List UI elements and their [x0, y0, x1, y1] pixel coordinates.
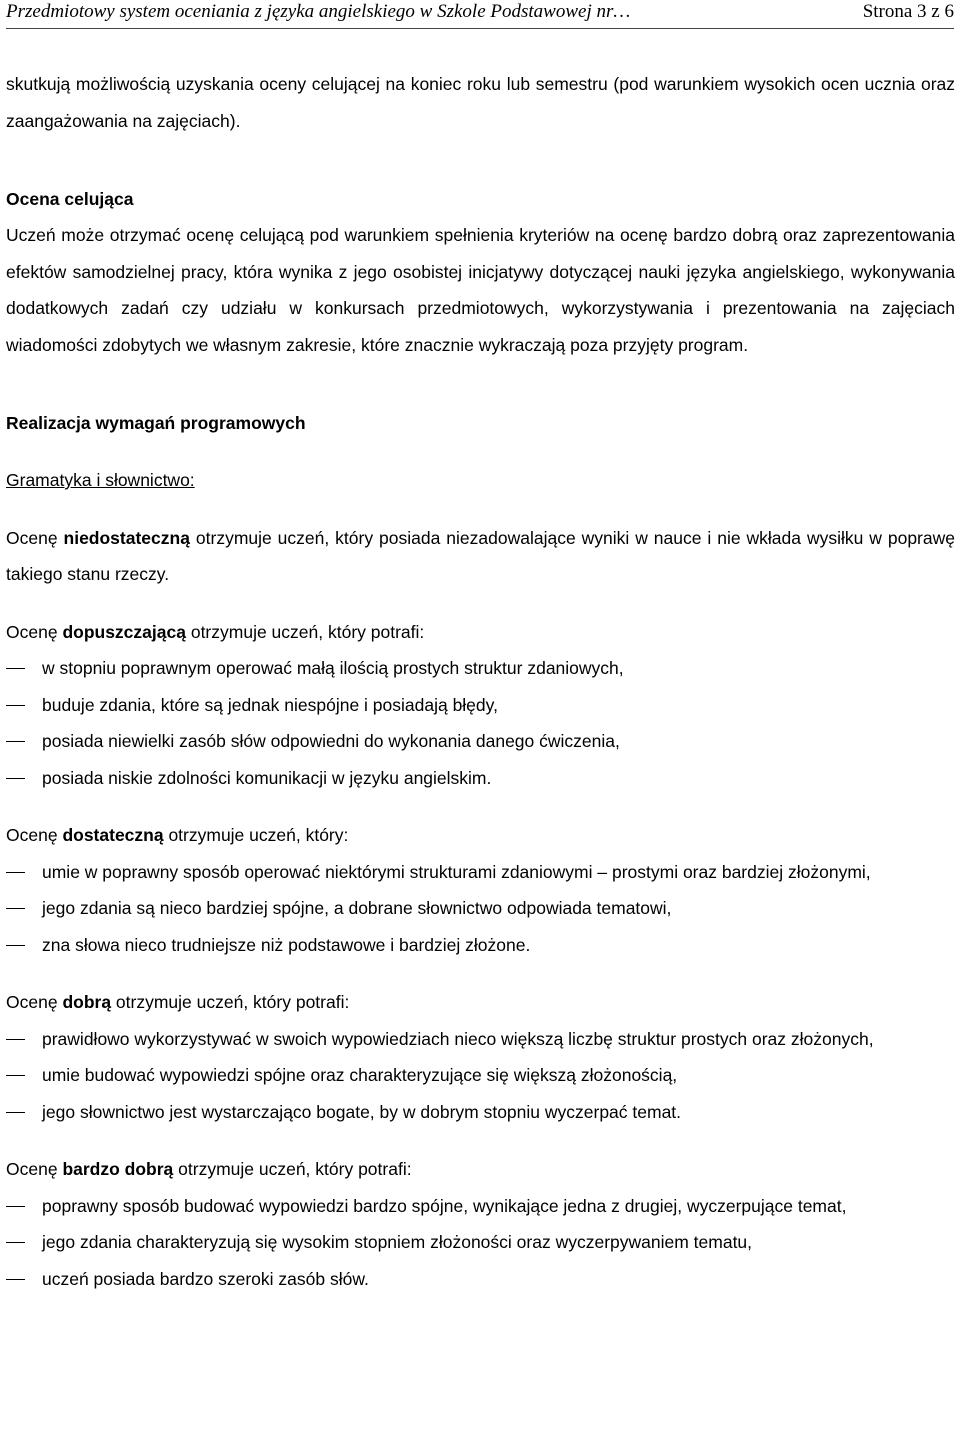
dash-bullet-icon	[6, 1279, 25, 1280]
document-body	[6, 66, 955, 1297]
list-item	[6, 854, 955, 891]
grade-intro: Ocenę	[6, 621, 63, 642]
list-item-text: prawidłowo wykorzystywać w swoich wypowiedziach nieco większą liczbę struktur prostych oraz złożonych,	[42, 1028, 874, 1049]
list-item	[6, 1057, 955, 1094]
grade-dopuszczajaca-paragraph	[6, 614, 955, 651]
dash-bullet-icon	[6, 668, 25, 669]
list-item-text: uczeń posiada bardzo szeroki zasób słów.	[42, 1268, 369, 1289]
list-item	[6, 650, 955, 687]
list-item-text: poprawny sposób budować wypowiedzi bardzo spójne, wynikające jedna z drugiej, wyczerpujące temat,	[42, 1195, 847, 1216]
list-item	[6, 1224, 955, 1261]
document-title: Przedmiotowy system oceniania z języka angielskiego w Szkole Podstawowej nr…	[6, 1, 631, 22]
dash-bullet-icon	[6, 1075, 25, 1076]
grade-name: bardzo dobrą	[62, 1159, 174, 1179]
list-item-text: buduje zdania, które są jednak niespójne i posiadają błędy,	[42, 694, 498, 715]
section-heading-realizacja: Realizacja wymagań programowych	[6, 413, 306, 433]
grade-intro: Ocenę	[6, 992, 63, 1012]
list-item	[6, 760, 955, 797]
list-item	[6, 1094, 955, 1131]
list-item-text: jego zdania są nieco bardziej spójne, a dobrane słownictwo odpowiada tematowi,	[42, 898, 672, 918]
page-number: Strona 3 z 6	[862, 1, 954, 22]
list-item-text: posiada niewielki zasób słów odpowiedni do wykonania danego ćwiczenia,	[42, 731, 620, 751]
list-item	[6, 1021, 955, 1058]
grade-intro: Ocenę	[6, 825, 63, 845]
grade-description: otrzymuje uczeń, który:	[163, 825, 349, 845]
celujaca-paragraph: Uczeń może otrzymać ocenę celującą pod warunkiem spełnienia kryteriów na ocenę bardzo dobrą oraz zaprezentowania efektów samodzielnej pracy, która wynika z jego osobistej inicjatywy dotyczącej nauki języka angielskiego, wykonywania dodatkowych zadań czy udziału w konkursach przedmiotowych, wykorzystywania i prezentowania na zajęciach wiadomości zdobytych we własnym zakresie, które znacznie wykraczają poza przyjęty program.	[6, 225, 955, 355]
dash-bullet-icon	[6, 1112, 25, 1113]
dash-bullet-icon	[6, 872, 25, 873]
list-item	[6, 1261, 955, 1298]
list-item-text: zna słowa nieco trudniejsze niż podstawowe i bardziej złożone.	[42, 934, 531, 955]
grade-description: otrzymuje uczeń, który posiada niezadowalające wyniki w nauce i nie wkłada wysiłku w poprawę takiego stanu rzeczy.	[6, 527, 955, 584]
grade-intro: Ocenę	[6, 527, 64, 548]
grade-name: dobrą	[62, 992, 112, 1012]
list-item-text: jego słownictwo jest wystarczająco bogate, by w dobrym stopniu wyczerpać temat.	[42, 1101, 682, 1122]
bardzo-dobra-list	[6, 1188, 955, 1298]
grade-dobra-paragraph	[6, 984, 955, 1021]
grade-dostateczna-paragraph	[6, 817, 955, 854]
dobra-list	[6, 1021, 955, 1131]
list-item-text: w stopniu poprawnym operować małą ilością prostych struktur zdaniowych,	[42, 658, 624, 678]
dostateczna-list	[6, 854, 955, 964]
intro-paragraph: skutkują możliwością uzyskania oceny celującej na koniec roku lub semestru (pod warunkiem wysokich ocen ucznia oraz zaangażowania na zajęciach).	[6, 74, 955, 131]
list-item	[6, 890, 955, 927]
subsection-heading: Gramatyka i słownictwo:	[6, 470, 195, 490]
grade-description: otrzymuje uczeń, który potrafi:	[111, 992, 350, 1012]
list-item-text: umie w poprawny sposób operować niektórymi strukturami zdaniowymi – prostymi oraz bardziej złożonymi,	[42, 861, 871, 882]
section-heading-celujaca: Ocena celująca	[6, 189, 134, 209]
dash-bullet-icon	[6, 778, 25, 779]
list-item	[6, 1188, 955, 1225]
dash-bullet-icon	[6, 1039, 25, 1040]
list-item	[6, 723, 955, 760]
page-header	[6, 0, 954, 29]
grade-name: dostateczną	[62, 825, 164, 845]
grade-name: dopuszczającą	[62, 621, 186, 642]
grade-description: otrzymuje uczeń, który potrafi:	[185, 621, 425, 642]
grade-description: otrzymuje uczeń, który potrafi:	[173, 1159, 412, 1179]
list-item-text: umie budować wypowiedzi spójne oraz charakteryzujące się większą złożonością,	[42, 1065, 678, 1085]
dash-bullet-icon	[6, 1206, 25, 1207]
grade-bardzo-dobra-paragraph	[6, 1151, 955, 1188]
dash-bullet-icon	[6, 1242, 25, 1243]
dash-bullet-icon	[6, 705, 25, 706]
list-item	[6, 927, 955, 964]
dash-bullet-icon	[6, 908, 25, 909]
grade-intro: Ocenę	[6, 1159, 63, 1179]
list-item-text: posiada niskie zdolności komunikacji w języku angielskim.	[42, 767, 492, 788]
grade-name: niedostateczną	[63, 527, 190, 548]
dopuszczajaca-list	[6, 650, 955, 796]
dash-bullet-icon	[6, 945, 25, 946]
grade-niedostateczna-paragraph	[6, 520, 955, 593]
list-item-text: jego zdania charakteryzują się wysokim stopniem złożoności oraz wyczerpywaniem tematu,	[42, 1232, 753, 1252]
dash-bullet-icon	[6, 741, 25, 742]
list-item	[6, 687, 955, 724]
